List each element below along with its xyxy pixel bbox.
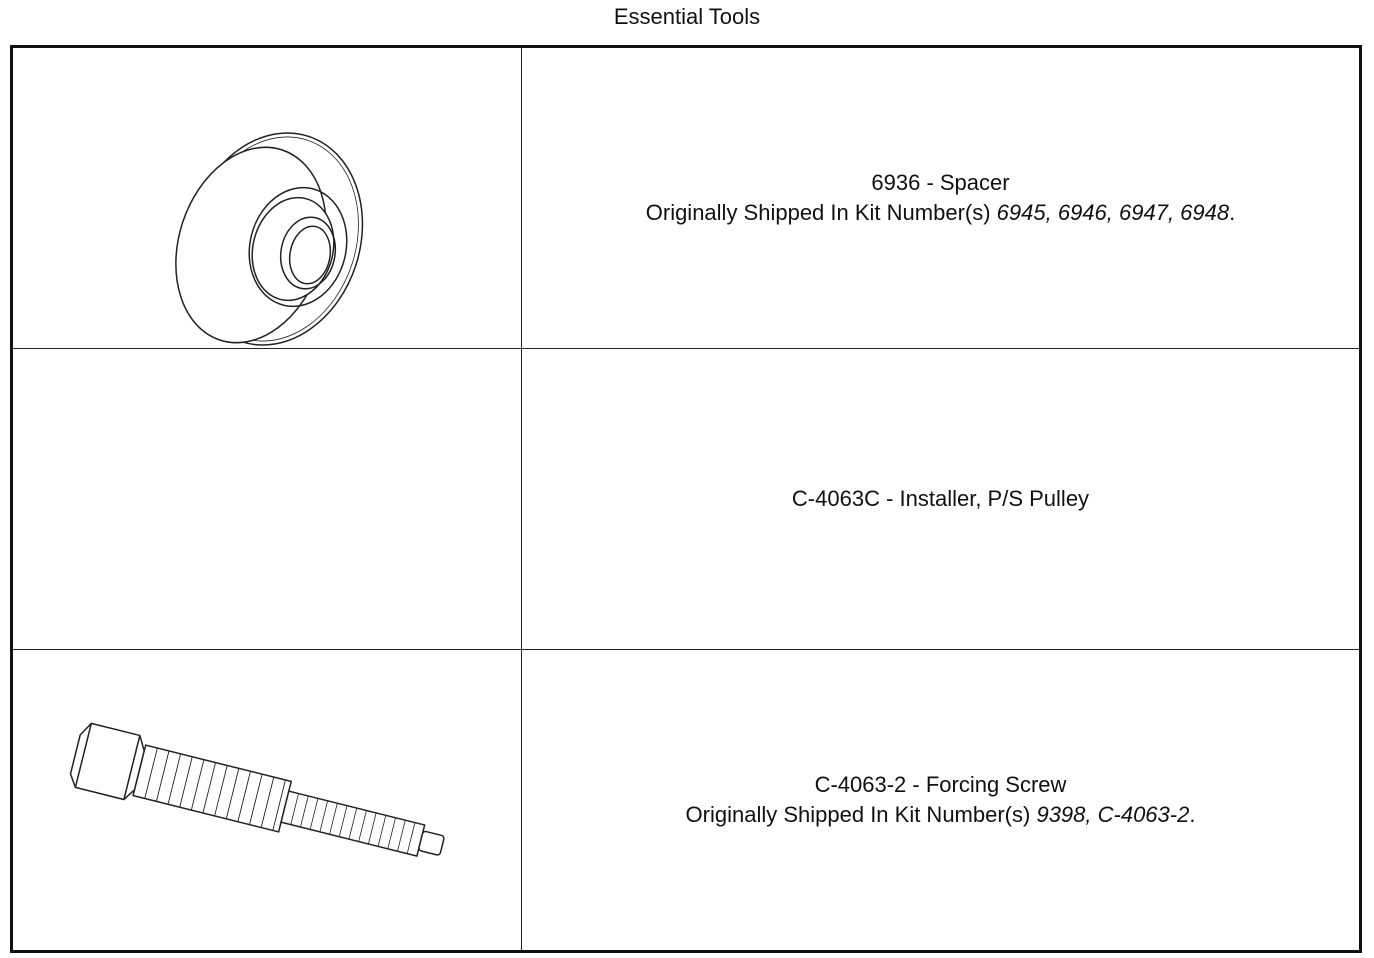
forcing-screw-drawing: [13, 651, 521, 950]
tool-row-installer: [12, 349, 1361, 650]
tool-description-cell: [522, 47, 1361, 349]
tool-row-forcing-screw: [12, 650, 1361, 952]
spacer-drawing: [13, 49, 521, 348]
pulley-installer-drawing: [13, 350, 521, 649]
tool-description-cell: [522, 650, 1361, 952]
tool-name: 6936 - Spacer: [871, 170, 1010, 195]
tool-name: C-4063-2 - Forcing Screw: [814, 772, 1067, 797]
kit-numbers: 9398, C-4063-2: [1036, 802, 1190, 827]
tool-image-cell: [12, 650, 522, 952]
kit-suffix: .: [1229, 200, 1236, 225]
tool-description-cell: [522, 349, 1361, 650]
kit-numbers: 6945, 6946, 6947, 6948: [996, 200, 1230, 225]
tool-image-cell: [12, 47, 522, 349]
tool-kit-line: [522, 800, 1359, 830]
kit-prefix: Originally Shipped In Kit Number(s): [685, 802, 1037, 827]
page-title: Essential Tools: [613, 4, 761, 29]
tool-row-spacer: [12, 47, 1361, 349]
tools-table: [10, 45, 1362, 953]
kit-suffix: .: [1189, 802, 1196, 827]
tool-kit-line: [522, 198, 1359, 228]
tool-name: C-4063C - Installer, P/S Pulley: [791, 486, 1090, 511]
kit-prefix: Originally Shipped In Kit Number(s): [645, 200, 997, 225]
tool-image-cell: [12, 349, 522, 650]
